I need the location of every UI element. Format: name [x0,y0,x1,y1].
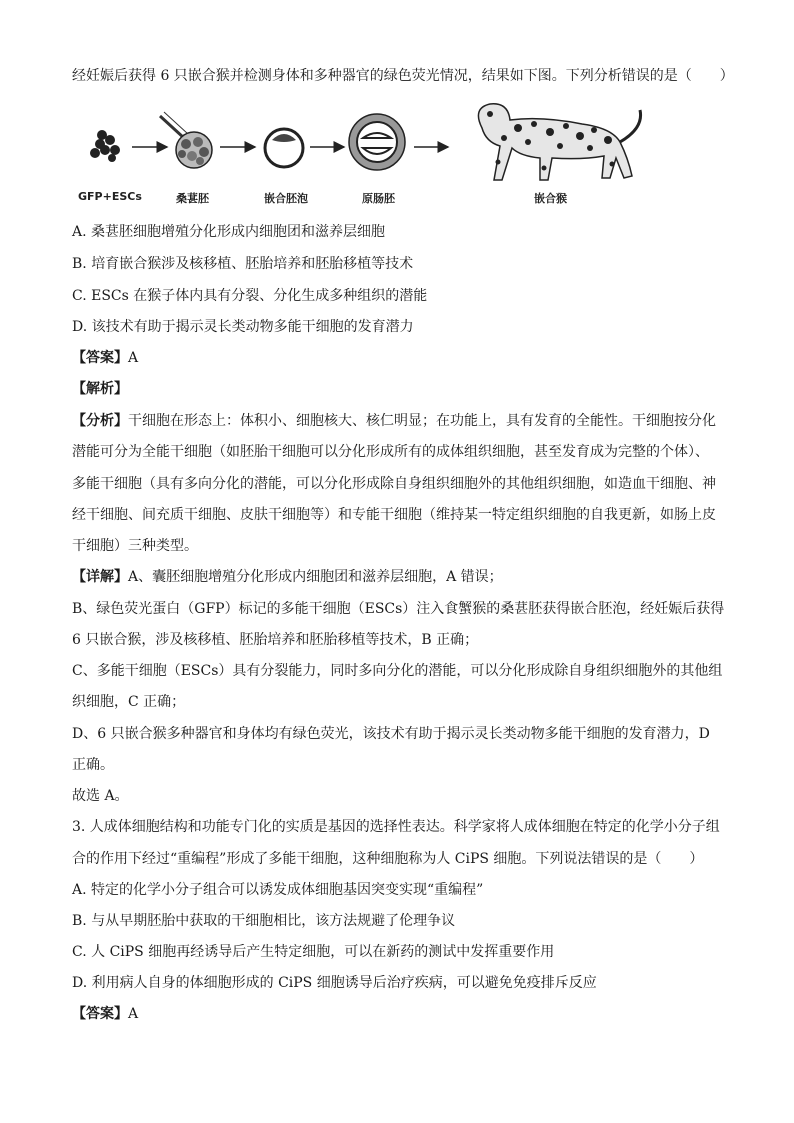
q3-option-d: D. 利用病人自身的体细胞形成的 CiPS 细胞诱导后治疗疾病，可以避免免疫排斥反应 [72,975,597,991]
detail-line-b2: 6 只嵌合猴，涉及核移植、胚胎培养和胚胎移植等技术，B 正确； [72,632,479,648]
answer-value: A [128,350,139,366]
answer-tag: 【答案】 [72,350,128,366]
detail-line-c1: C、多能干细胞（ESCs）具有分裂能力，同时多向分化的潜能，可以分化形成除自身组织细胞外的其他组 [72,663,723,679]
detail-line-d1: D、6 只嵌合猴多种器官和身体均有绿色荧光，该技术有助于揭示灵长类动物多能干细胞的发育潜力，D [72,726,710,742]
morula-icon [160,112,212,168]
q3-option-a: A. 特定的化学小分子组合可以诱发成体细胞基因突变实现“重编程” [72,882,484,898]
analysis-line-3: 多能干细胞（具有多向分化的潜能，可以分化形成除自身组织细胞外的其他组织细胞，如造血干细胞、神 [72,476,716,492]
q3-answer-value: A [128,1006,139,1022]
label-gastrula: 原肠胚 [362,192,395,205]
option-a: A. 桑葚胚细胞增殖分化形成内细胞团和滋养层细胞 [72,224,386,240]
chimeric-monkey-icon [478,104,640,180]
conclusion-line: 故选 A。 [72,788,129,804]
q3-option-b: B. 与从早期胚胎中获取的干细胞相比，该方法规避了伦理争议 [72,913,456,929]
analysis-line-5: 干细胞）三种类型。 [72,538,198,554]
gastrula-icon [349,114,405,170]
analysis-line-4: 经干细胞、间充质干细胞、皮肤干细胞等）和专能干细胞（维持某一特定组织细胞的自我更新，如肠上皮 [72,507,716,523]
q3-answer-line [72,1004,138,1024]
process-figure [72,98,692,210]
analysis-line-1: 【分析】干细胞在形态上：体积小、细胞核大、核仁明显；在功能上，具有发育的全能性。干细胞按分化 [72,413,716,429]
xiangjie-tag: 【详解】 [72,569,128,585]
option-d: D. 该技术有助于揭示灵长类动物多能干细胞的发育潜力 [72,319,414,335]
detail-line-a: 【详解】A、囊胚细胞增殖分化形成内细胞团和滋养层细胞，A 错误； [72,569,503,585]
q3-stem-line-2: 合的作用下经过“重编程”形成了多能干细胞，这种细胞称为人 CiPS 细胞。下列说法错误的是（ ） [72,851,704,867]
analysis-tag: 【解析】 [72,381,128,397]
q3-stem-line-1: 3. 人成体细胞结构和功能专门化的实质是基因的选择性表达。科学家将人成体细胞在特定的化学小分子组 [72,819,720,835]
fenxi-tag: 【分析】 [72,413,128,429]
question-stem: 经妊娠后获得 6 只嵌合猴并检测身体和多种器官的绿色荧光情况，结果如下图。下列分析错误的是（ ） [72,68,734,84]
answer-line [72,348,138,368]
q3-answer-tag: 【答案】 [72,1006,128,1022]
q3-option-c: C. 人 CiPS 细胞再经诱导后产生特定细胞，可以在新药的测试中发挥重要作用 [72,944,555,960]
label-chimeric-monkey: 嵌合猴 [534,192,567,205]
option-b: B. 培育嵌合猴涉及核移植、胚胎培养和胚胎移植等技术 [72,256,414,272]
label-gfp-escs: GFP+ESCs [78,190,142,203]
esc-cluster-icon [90,130,120,162]
detail-line-d2: 正确。 [72,757,114,773]
analysis-line-2: 潜能可分为全能干细胞（如胚胎干细胞可以分化形成所有的成体组织细胞，甚至发育成为完整的个体）、 [72,444,709,460]
detail-line-c2: 织细胞，C 正确； [72,694,186,710]
blastocyst-icon [265,129,303,167]
label-chimeric-blastocyst: 嵌合胚泡 [264,192,308,205]
detail-line-b1: B、绿色荧光蛋白（GFP）标记的多能干细胞（ESCs）注入食蟹猴的桑葚胚获得嵌合胚泡，经妊娠后获得 [72,601,725,617]
label-morula: 桑葚胚 [176,192,209,205]
option-c: C. ESCs 在猴子体内具有分裂、分化生成多种组织的潜能 [72,288,428,304]
